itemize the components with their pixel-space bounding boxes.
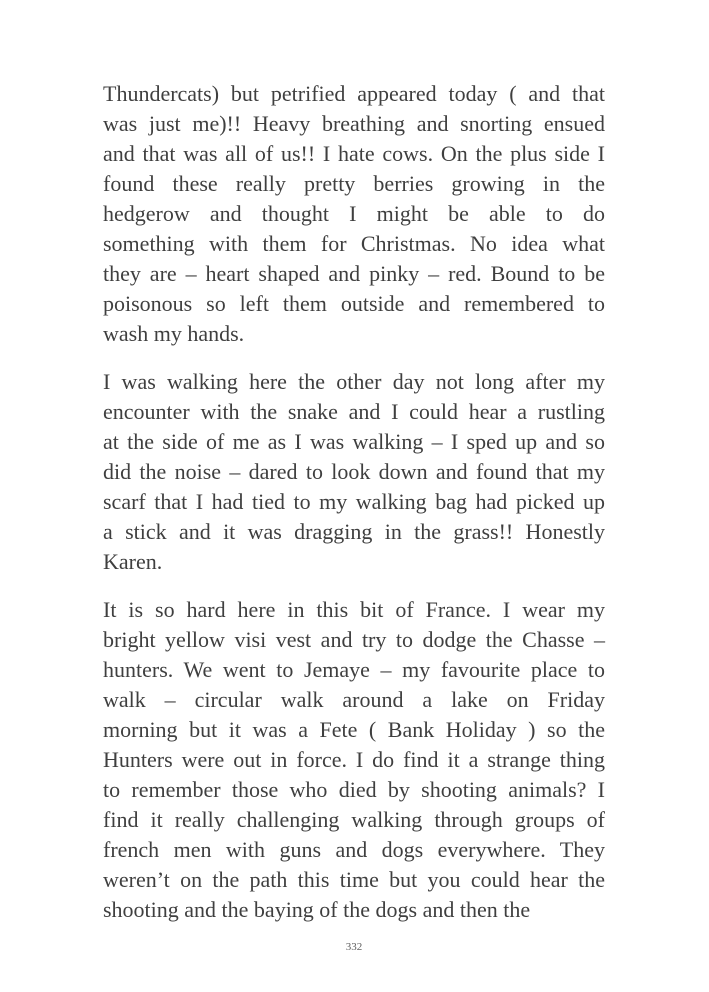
text-line: bright yellow visi vest and try to dodge the Chasse – [103, 627, 605, 652]
text-line: at the side of me as I was walking – I sped up and so [103, 429, 605, 454]
paragraph [103, 79, 605, 349]
page-number: 332 [345, 941, 363, 953]
text-line: weren’t on the path this time but you could hear the [103, 867, 605, 892]
text-line: hunters. We went to Jemaye – my favourite place to [103, 657, 605, 682]
text-line: Thundercats) but petrified appeared today ( and that [103, 81, 605, 106]
paragraph [103, 367, 605, 577]
text-line: I was walking here the other day not long after my [103, 369, 605, 394]
text-line: Karen. [103, 549, 163, 574]
text-line: found these really pretty berries growing in the [103, 171, 605, 196]
text-line: poisonous so left them outside and remembered to [103, 291, 605, 316]
text-line: scarf that I had tied to my walking bag had picked up [103, 489, 605, 514]
text-line: It is so hard here in this bit of France. I wear my [103, 597, 605, 622]
text-line: to remember those who died by shooting animals? I [103, 777, 605, 802]
text-line: something with them for Christmas. No idea what [103, 231, 605, 256]
text-line: encounter with the snake and I could hear a rustling [103, 399, 605, 424]
text-line: walk – circular walk around a lake on Friday [103, 687, 605, 712]
text-line: wash my hands. [103, 321, 245, 346]
text-line: shooting and the baying of the dogs and then the [103, 897, 531, 922]
text-line: Hunters were out in force. I do find it a strange thing [103, 747, 605, 772]
text-line: morning but it was a Fete ( Bank Holiday ) so the [103, 717, 605, 742]
text-line: was just me)!! Heavy breathing and snorting ensued [103, 111, 605, 136]
text-line: hedgerow and thought I might be able to do [103, 201, 605, 226]
text-line: a stick and it was dragging in the grass!! Honestly [103, 519, 605, 544]
text-line: did the noise – dared to look down and found that my [103, 459, 605, 484]
text-line: and that was all of us!! I hate cows. On the plus side I [103, 141, 605, 166]
paragraph [103, 595, 605, 925]
page-text-body [103, 79, 605, 925]
text-line: find it really challenging walking through groups of [103, 807, 605, 832]
text-line: french men with guns and dogs everywhere. They [103, 837, 605, 862]
text-line: they are – heart shaped and pinky – red. Bound to be [103, 261, 605, 286]
